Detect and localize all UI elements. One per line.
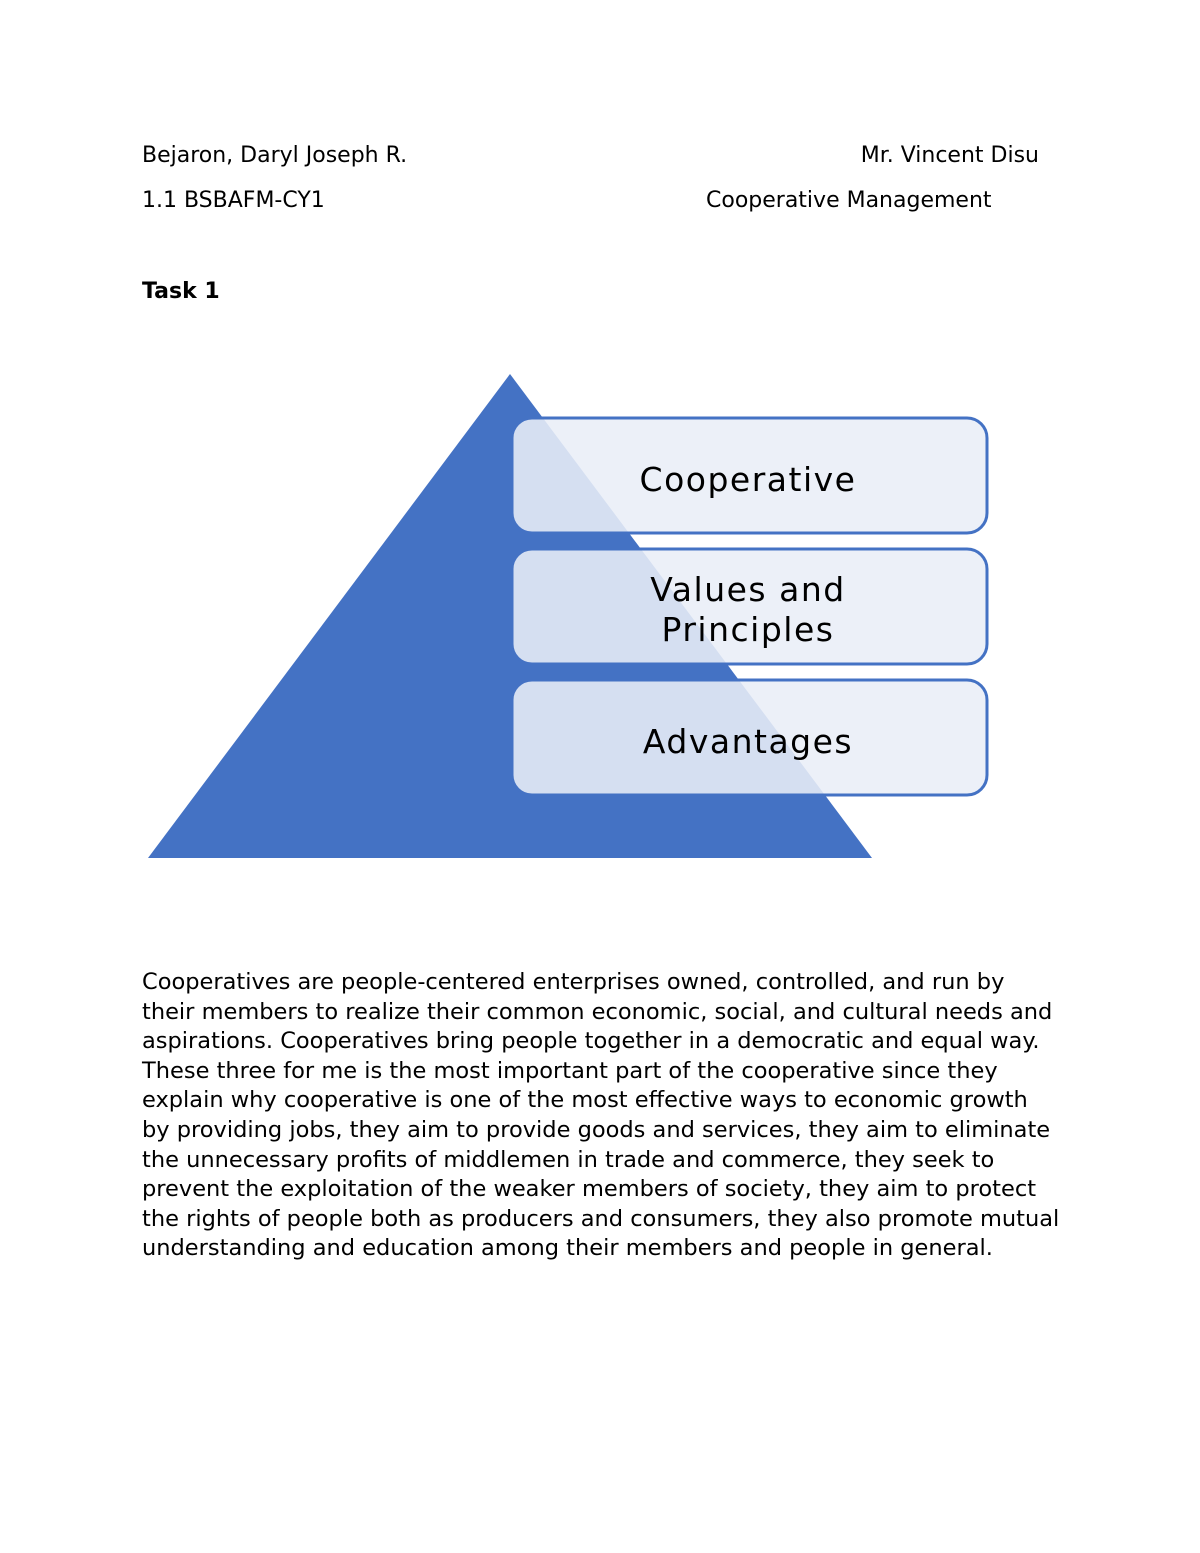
diagram-box-advantages xyxy=(512,680,987,795)
diagram-box-values-principles xyxy=(512,549,987,664)
box-label-cooperative: Cooperative xyxy=(639,460,857,499)
task-title: Task 1 xyxy=(142,279,220,304)
body-paragraph: Cooperatives are people-centered enterprises owned, controlled, and run by their members to realize their common economic, social, and cultural needs and aspirations. Cooperatives bring people together in a democratic and equal way. These three for me is the most important part of the cooperative since they explain why cooperative is one of the most effective ways to economic growth by providing jobs, they aim to provide goods and services, they aim to eliminate the unnecessary profits of middlemen in trade and commerce, they seek to prevent the exploitation of the weaker members of society, they aim to protect the rights of people both as producers and consumers, they also promote mutual understanding and education among their members and people in general. xyxy=(142,969,1060,1262)
diagram-box-cooperative xyxy=(512,418,987,533)
box-label-principles: Principles xyxy=(661,610,835,649)
student-name: Bejaron, Daryl Joseph R. xyxy=(142,143,408,168)
section-code: 1.1 BSBAFM-CY1 xyxy=(142,188,325,213)
course-name: Cooperative Management xyxy=(706,188,992,213)
box-label-values: Values and xyxy=(650,570,846,609)
instructor-name: Mr. Vincent Disu xyxy=(860,143,1039,168)
box-label-advantages: Advantages xyxy=(642,722,854,761)
